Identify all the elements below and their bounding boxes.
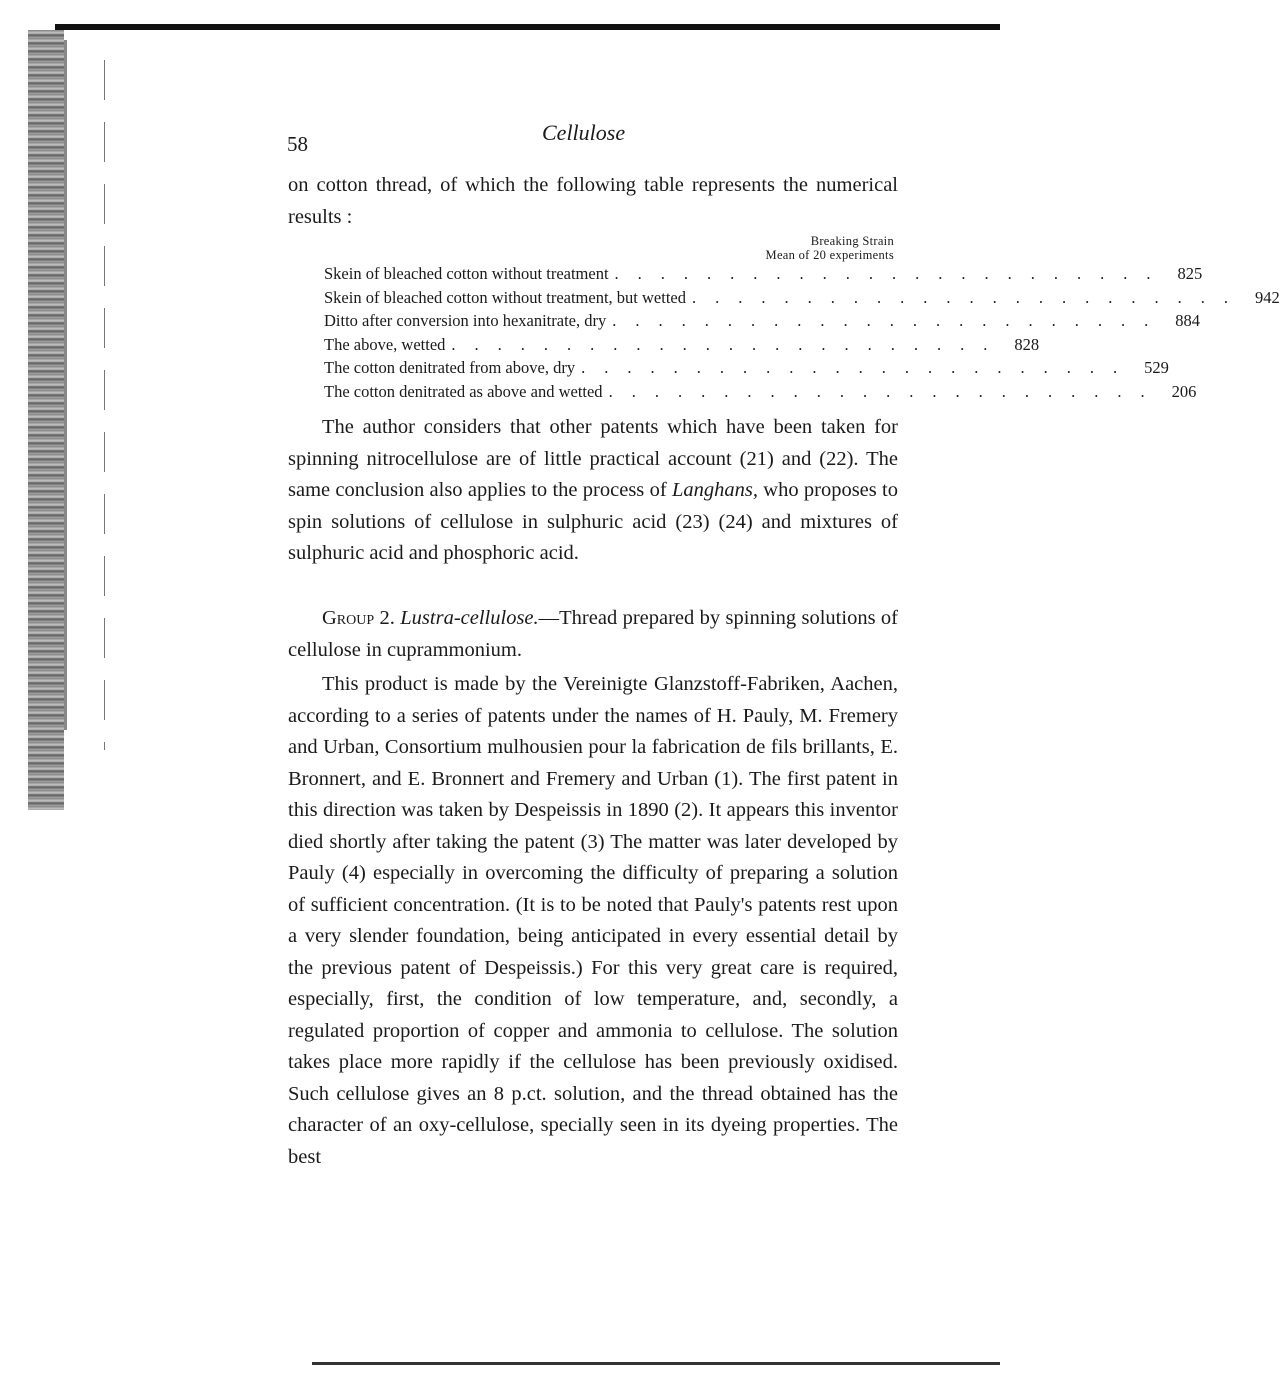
breaking-strain-table	[324, 264, 1280, 406]
group-title: Lustra-cellulose.	[400, 607, 539, 629]
table-row	[324, 358, 1169, 382]
row-label: The cotton denitrated as above and wetted	[324, 381, 603, 401]
leader-dots: ........................	[608, 381, 1164, 401]
running-title: Cellulose	[542, 120, 626, 145]
author-text-part1: The author considers that other patents which have been taken for spinning nitrocellulose are of little practical account (21) and (22). The same conclusion also applies to the process of	[288, 416, 898, 501]
top-rule	[55, 24, 1000, 30]
row-label: The cotton denitrated from above, dry	[324, 358, 576, 378]
table-header-subtitle: Mean of 20 experiments	[765, 248, 894, 262]
book-spine-shadow	[28, 30, 64, 810]
author-paragraph	[288, 412, 898, 570]
table-row	[324, 287, 1280, 312]
table-row	[324, 311, 1200, 335]
author-text-part2: who proposes to spin solutions of cellulose in sulphuric acid (23) (24) and mixtures of sulphuric acid and phosphoric acid.	[288, 479, 898, 564]
row-label: Ditto after conversion into hexanitrate, dry	[324, 311, 607, 331]
row-label: The above, wetted	[324, 334, 446, 354]
row-value: 206	[1171, 381, 1197, 401]
bottom-rule	[312, 1362, 1000, 1365]
langhans-name: Langhans,	[671, 479, 758, 501]
spine-hairline	[104, 60, 105, 750]
row-label: Skein of bleached cotton without treatment	[324, 264, 609, 283]
row-value: 828	[1014, 334, 1040, 354]
spine-edge	[64, 40, 67, 730]
leader-dots: ........................	[614, 264, 1170, 283]
table-row	[324, 381, 1197, 406]
table-header-title: Breaking Strain	[810, 234, 894, 248]
table-header	[700, 234, 894, 262]
group-text: —Thread prepared by spinning solutions of cellulose in cuprammonium.	[288, 607, 899, 661]
row-value: 529	[1144, 358, 1169, 378]
table-row	[324, 334, 1040, 359]
leader-dots: ........................	[451, 334, 1007, 354]
leader-dots: ........................	[581, 358, 1137, 378]
group-paragraph	[288, 603, 898, 666]
row-value: 825	[1177, 264, 1203, 283]
row-value: 942	[1255, 287, 1280, 307]
product-paragraph: This product is made by the Vereinigte Glanzstoff-Fabriken, Aachen, according to a series of patents under the names of H. Pauly, M. Fremery and Urban, Consortium mulhousien pour la fabrication de fils brillants, E. Bronnert, and E. Bronnert and Fremery and Urban (1). The first patent in this direction was taken by Despeissis in 1890 (2). It appears this inventor died shortly after taking the patent (3) The matter was later developed by Pauly (4) especially in overcoming the difficulty of preparing a solution of sufficient concentration. (It is to be noted that Pauly's patents rest upon a very slender foundation, being anticipated in every essential detail by the previous patent of Despeissis.) For this very great care is required, especially, first, the condition of low temperature, and, secondly, a regulated proportion of copper and ammonia to cellulose. The solution takes place more rapidly if the cellulose has been previously oxidised. Such cellulose gives an 8 p.ct. solution, and the thread obtained has the character of an oxy-cellulose, specially seen in its dyeing properties. The best	[288, 673, 898, 1168]
table-row	[324, 264, 1203, 288]
intro-paragraph: on cotton thread, of which the following table represents the numerical results :	[288, 174, 898, 228]
row-value: 884	[1175, 311, 1200, 331]
group-label: Group 2.	[322, 607, 395, 629]
row-label: Skein of bleached cotton without treatment, but wetted	[324, 287, 686, 307]
leader-dots: ........................	[692, 287, 1247, 307]
page-number: 58	[287, 132, 308, 156]
leader-dots: ........................	[612, 311, 1168, 331]
